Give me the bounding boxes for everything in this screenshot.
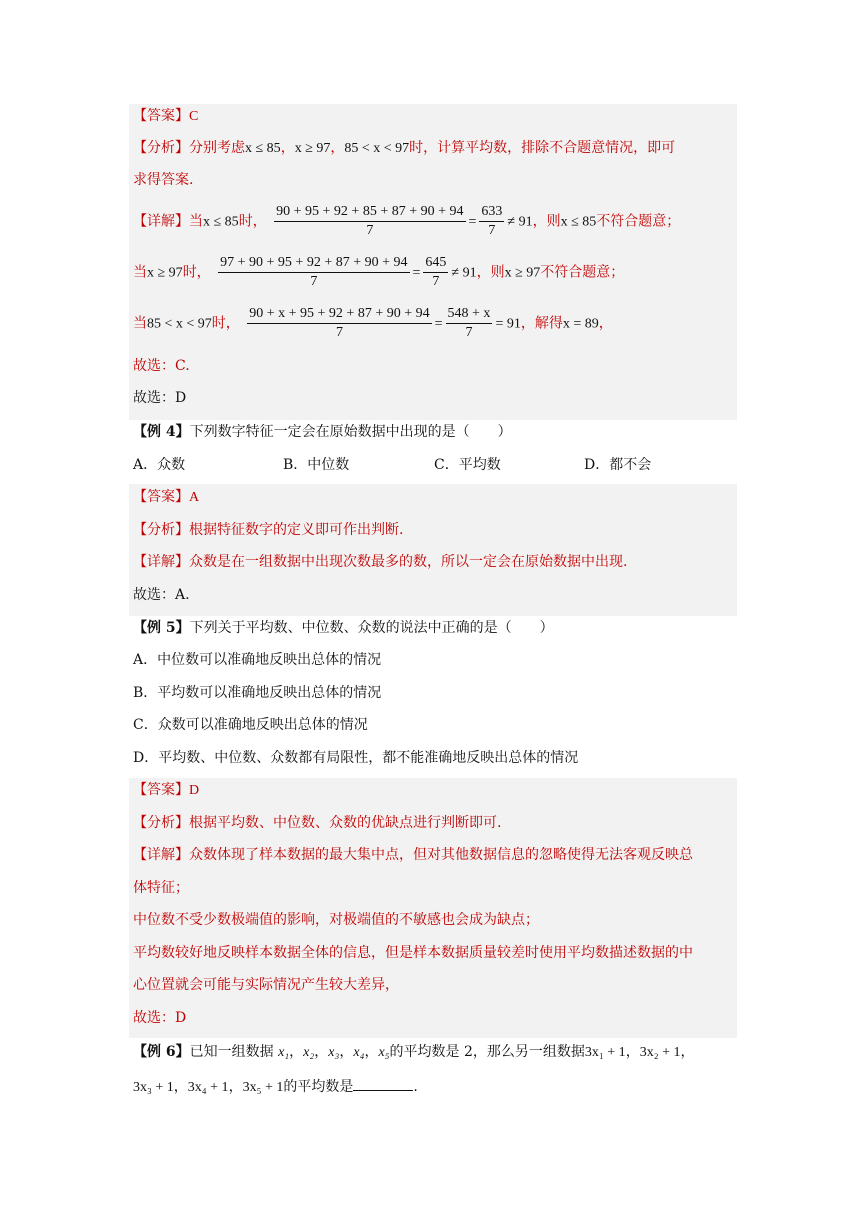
analysis-tag: 【分析】	[133, 522, 189, 538]
denominator: 7	[366, 223, 374, 238]
answer-value: A	[189, 490, 200, 505]
text: ，解得	[520, 315, 563, 332]
comma: ，	[339, 1044, 354, 1060]
denominator: 7	[335, 325, 343, 340]
analysis-text: 根据特征数字的定义即可作出判断.	[189, 522, 404, 538]
answer-value: C	[189, 109, 199, 124]
question-text: 已知一组数据	[189, 1044, 274, 1060]
ex3-analysis-line2: 求得答案.	[133, 172, 194, 188]
ex5-choose: 故选：D	[133, 1010, 187, 1026]
denominator: 7	[432, 274, 440, 289]
answer-tag: 【答案】	[133, 108, 189, 124]
condition: x ≤ 85	[245, 141, 281, 156]
ex4-option-a: A．众数	[133, 457, 186, 473]
text: 当	[133, 264, 147, 281]
text: ，则	[476, 264, 505, 281]
not-equal: ≠ 91	[507, 214, 533, 230]
solution: x = 89	[562, 316, 599, 332]
ex5-answer	[133, 780, 199, 801]
ex5-option-c: C．众数可以准确地反映出总体的情况	[133, 717, 368, 733]
equals: =	[412, 265, 421, 281]
condition: 85 < x < 97	[147, 316, 212, 332]
text: 当	[189, 213, 203, 230]
ex6-question-line1	[133, 1042, 694, 1063]
analysis-text: 分别考虑	[189, 140, 245, 156]
ex5-detail-line3: 中位数不受少数极端值的影响，对极端值的不敏感也会成为缺点；	[133, 912, 539, 928]
comma: ，	[625, 1044, 640, 1060]
equals: =	[468, 214, 477, 230]
ex5-question	[133, 618, 554, 638]
answer-tag: 【答案】	[133, 782, 189, 798]
text: 不符合题意；	[540, 264, 625, 281]
ex3-analysis-line1	[133, 138, 675, 159]
separator: ，	[330, 140, 345, 156]
ex5-option-d: D．平均数、中位数、众数都有局限性，都不能准确地反映出总体的情况	[133, 750, 579, 766]
numerator: 90 + x + 95 + 92 + 87 + 90 + 94	[247, 305, 431, 324]
condition: x ≤ 85	[560, 214, 597, 230]
condition: x ≤ 85	[203, 214, 239, 230]
answer-value: D	[189, 783, 200, 798]
ex3-detail-case3	[133, 305, 613, 342]
denominator: 7	[465, 325, 473, 340]
example-tag: 【例 4】	[133, 424, 190, 440]
analysis-tag: 【分析】	[133, 815, 189, 831]
numerator: 90 + 95 + 92 + 85 + 87 + 90 + 94	[274, 203, 465, 222]
ex5-option-a: A．中位数可以准确地反映出总体的情况	[133, 652, 382, 668]
fraction	[423, 254, 448, 291]
detail-tag: 【详解】	[133, 554, 189, 570]
fraction	[218, 254, 409, 291]
ex4-choose: 故选：A.	[133, 587, 190, 603]
fraction	[479, 203, 504, 240]
expression-y1: 3x₁ + 1	[584, 1045, 626, 1060]
comma: ，	[173, 1079, 188, 1095]
ex3-detail-case2	[133, 254, 624, 291]
expression-y5: 3x₅ + 1	[242, 1080, 284, 1095]
question-text: 下列数字特征一定会在原始数据中出现的是（ ）	[189, 424, 512, 440]
separator: ，	[280, 140, 295, 156]
ex3-choose-d: 故选：D	[133, 390, 187, 406]
condition: x ≥ 97	[147, 265, 183, 281]
condition: x ≥ 97	[294, 141, 331, 156]
fraction	[247, 305, 431, 342]
numerator: 645	[423, 254, 448, 273]
detail-text: 众数体现了样本数据的最大集中点，但对其他数据信息的忽略使得无法客观反映总	[189, 847, 693, 863]
text: ，则	[532, 213, 561, 230]
detail-text: 众数是在一组数据中出现次数最多的数，所以一定会在原始数据中出现.	[189, 554, 628, 570]
ex4-question	[133, 422, 512, 442]
ex5-detail-line1	[133, 845, 693, 865]
text: 时，	[238, 213, 267, 230]
ex5-detail-line2: 体特征；	[133, 880, 189, 896]
comma: ，	[680, 1044, 695, 1060]
question-text: 的平均数是 2，那么另一组数据	[389, 1044, 585, 1060]
ex4-analysis	[133, 520, 403, 540]
detail-tag: 【详解】	[133, 213, 189, 230]
comma: ，	[364, 1044, 379, 1060]
fraction	[446, 305, 493, 342]
text: 不符合题意；	[596, 213, 681, 230]
answer-tag: 【答案】	[133, 489, 189, 505]
value: = 91	[495, 316, 521, 332]
text: 当	[133, 315, 147, 332]
expression-y3: 3x₃ + 1	[133, 1080, 174, 1095]
numerator: 97 + 90 + 95 + 92 + 87 + 90 + 94	[218, 254, 409, 273]
ex5-detail-line4: 平均数较好地反映样本数据全体的信息，但是样本数据质量较差时使用平均数描述数据的中	[133, 945, 693, 961]
ex5-analysis	[133, 813, 501, 833]
ex3-choose-c: 故选：C.	[133, 358, 190, 374]
denominator: 7	[488, 223, 496, 238]
comma: ，	[289, 1044, 304, 1060]
ex4-option-d: D．都不会	[584, 457, 652, 473]
question-text: 的平均数是	[283, 1079, 354, 1095]
ex6-question-line2	[133, 1076, 418, 1098]
text: ，	[598, 315, 613, 332]
answer-blank[interactable]	[353, 1076, 413, 1091]
text: 时，	[211, 315, 240, 332]
ex4-option-c: C．平均数	[434, 457, 501, 473]
variable-x5: x₅	[378, 1045, 390, 1060]
variable-x4: x₄	[353, 1045, 365, 1060]
comma: ，	[228, 1079, 243, 1095]
fraction	[274, 203, 465, 240]
equals: =	[434, 316, 443, 332]
ex3-answer-line	[133, 106, 198, 127]
ex3-detail-case1	[133, 203, 680, 240]
solution-block-ex4	[129, 484, 737, 616]
numerator: 633	[479, 203, 504, 222]
ex5-detail-line5: 心位置就会可能与实际情况产生较大差异，	[133, 977, 399, 993]
analysis-text: 根据平均数、中位数、众数的优缺点进行判断即可.	[189, 815, 502, 831]
example-tag: 【例 5】	[133, 620, 190, 636]
condition: 85 < x < 97	[344, 141, 410, 156]
expression-y4: 3x₄ + 1	[187, 1080, 229, 1095]
condition: x ≥ 97	[504, 265, 541, 281]
not-equal: ≠ 91	[451, 265, 477, 281]
ex4-option-b: B．中位数	[283, 457, 350, 473]
ex4-detail	[133, 552, 627, 572]
denominator: 7	[310, 274, 318, 289]
ex5-option-b: B．平均数可以准确地反映出总体的情况	[133, 685, 382, 701]
variable-x1: x₁	[278, 1045, 290, 1060]
period: .	[413, 1079, 418, 1095]
text: 时，	[182, 264, 211, 281]
question-text: 下列关于平均数、中位数、众数的说法中正确的是（ ）	[189, 620, 554, 636]
variable-x2: x₂	[303, 1045, 315, 1060]
expression-y2: 3x₂ + 1	[639, 1045, 681, 1060]
analysis-tag: 【分析】	[133, 140, 189, 156]
comma: ，	[314, 1044, 329, 1060]
example-tag: 【例 6】	[133, 1044, 190, 1060]
detail-tag: 【详解】	[133, 847, 189, 863]
ex4-answer	[133, 487, 199, 508]
variable-x3: x₃	[328, 1045, 340, 1060]
analysis-text: 时，计算平均数，排除不合题意情况，即可	[409, 140, 676, 156]
numerator: 548 + x	[446, 305, 493, 324]
